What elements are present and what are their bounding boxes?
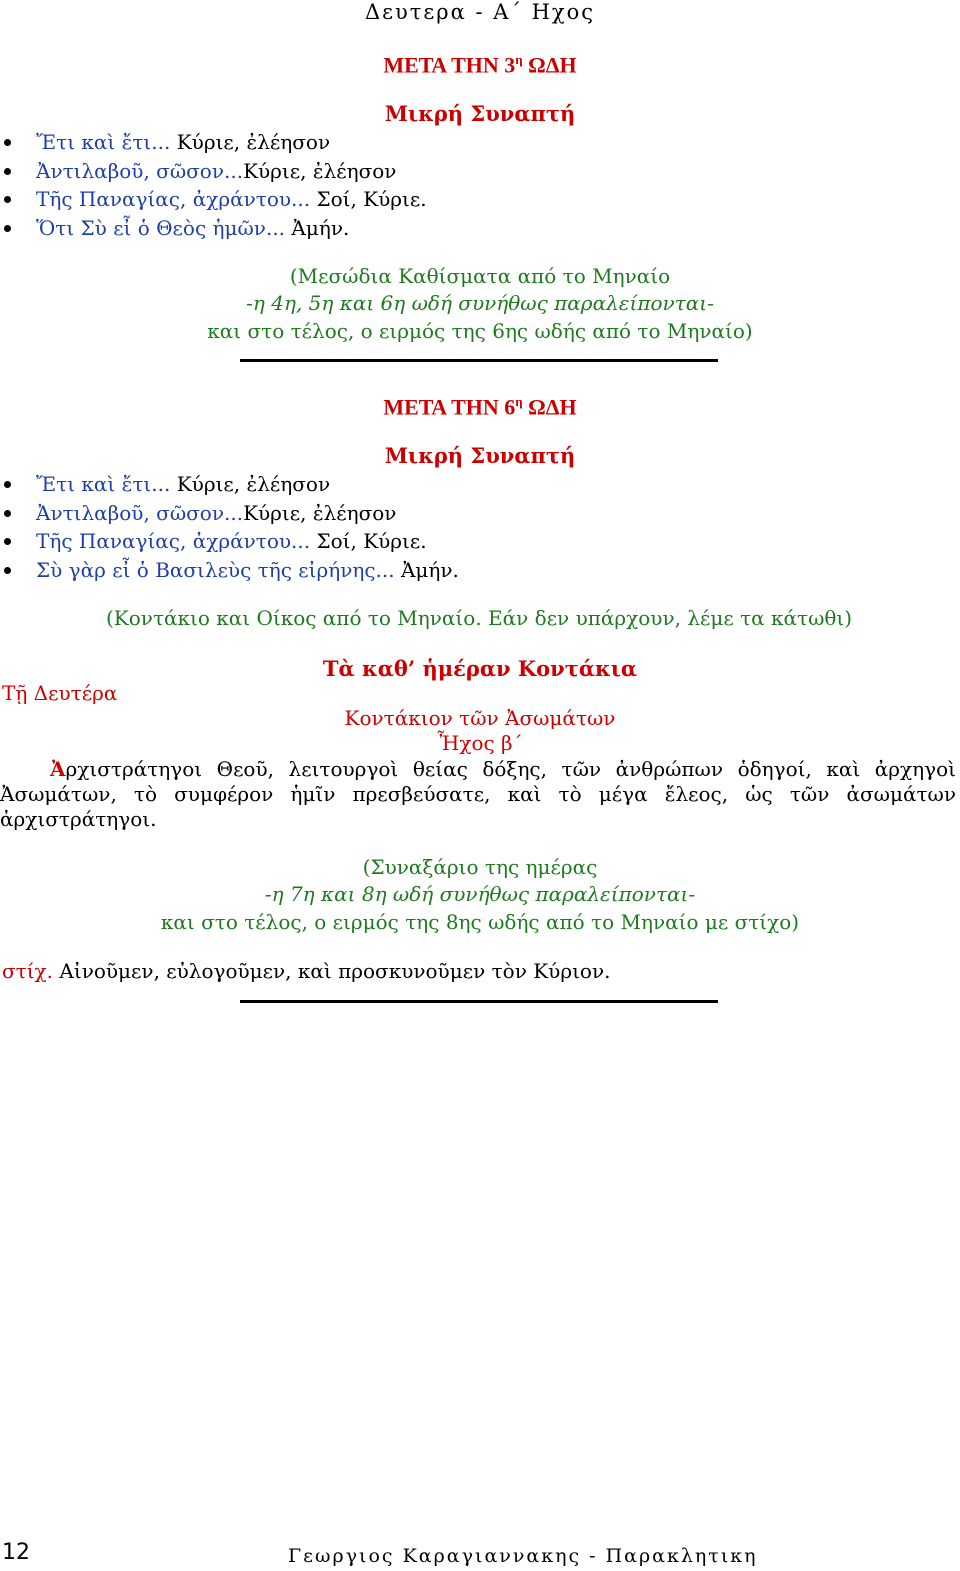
verse-line: στίχ. Αἰνοῦμεν, εὐλογοῦμεν, καὶ προσκυνοῦμεν τὸν Κύριον. xyxy=(2,959,611,983)
list-item: Ὅτι Σὺ εἶ ὁ Θεὸς ἡμῶν... Ἀμήν. xyxy=(0,214,427,243)
kontakion-title: Κοντάκιον τῶν Ἀσωμάτων xyxy=(344,706,616,730)
rubric-kontakion-note: (Κοντάκιο και Οίκος από το Μηναίο. Εάν δεν υπάρχουν, λέμε τα κάτωθι) xyxy=(106,606,853,630)
list-item: Σὺ γὰρ εἶ ὁ Βασιλεὺς τῆς εἰρήνης... Ἀμήν. xyxy=(0,556,459,585)
divider-rule xyxy=(240,359,718,362)
synaxarion-note-line: -η 7η και 8η ωδή συνήθως παραλείπονται- xyxy=(264,882,696,906)
rubric-note-line: -η 4η, 5η και 6η ωδή συνήθως παραλείπονται- xyxy=(246,291,714,315)
day-label: Τῇ Δευτέρα xyxy=(2,681,118,705)
section-subtitle-small-litany: Μικρή Συναπτή xyxy=(384,101,576,126)
section-title-after-ode-6: ΜΕΤΑ ΤΗΝ $6^\eta$ ΩΔΗ xyxy=(383,394,577,420)
litany-list-2 xyxy=(0,470,459,584)
running-header: Δευτερα - Α΄ Ηχος xyxy=(364,0,596,24)
page-number: 12 xyxy=(2,1540,30,1565)
rubric-note-line: (Μεσώδια Καθίσματα από το Μηναίο xyxy=(289,264,671,288)
section-title-after-ode-3: ΜΕΤΑ ΤΗΝ $3^\eta$ ΩΔΗ xyxy=(383,52,577,78)
drop-initial: Ἀ xyxy=(50,757,66,781)
litany-list-1 xyxy=(0,128,427,242)
section-subtitle-small-litany: Μικρή Συναπτή xyxy=(384,443,576,468)
tone-label: Ἦχος β΄ xyxy=(437,731,523,755)
kontakia-heading: Τὰ καθ’ ἡμέραν Κοντάκια xyxy=(322,656,638,681)
verse-label: στίχ. xyxy=(2,959,54,983)
list-item: Τῆς Παναγίας, ἀχράντου... Σοί, Κύριε. xyxy=(0,185,427,214)
synaxarion-note-line: (Συναξάριο της ημέρας xyxy=(362,855,598,879)
synaxarion-note-line: και στο τέλος, ο ειρμός της 8ης ωδής από το Μηναίο με στίχο) xyxy=(160,910,800,934)
list-item: Ἀντιλαβοῦ, σῶσον...Κύριε, ἐλέησον xyxy=(0,157,427,186)
kontakion-text: Ἀρχιστράτηγοι Θεοῦ, λειτουργοὶ θείας δόξης, τῶν ἀνθρώπων ὁδηγοί, καὶ ἀρχηγοὶ Ἀσωμάτων, τὸ συμφέρον ἡμῖν πρεσβεύσατε, καὶ τὸ μέγα ἔλεος, ὡς τῶν ἀσωμάτων ἀρχιστράτηγοι. xyxy=(0,757,956,831)
divider-rule xyxy=(240,1000,718,1003)
list-item: Τῆς Παναγίας, ἀχράντου... Σοί, Κύριε. xyxy=(0,527,459,556)
list-item: Ἀντιλαβοῦ, σῶσον...Κύριε, ἐλέησον xyxy=(0,499,459,528)
footer-author-title: Γεωργιος Καραγιαννακης - Παρακλητικη xyxy=(288,1545,758,1567)
rubric-note-line: και στο τέλος, ο ειρμός της 6ης ωδής από το Μηναίο) xyxy=(207,319,753,343)
list-item: Ἔτι καὶ ἔτι... Κύριε, ἐλέησον xyxy=(0,470,459,499)
list-item: Ἔτι καὶ ἔτι... Κύριε, ἐλέησον xyxy=(0,128,427,157)
